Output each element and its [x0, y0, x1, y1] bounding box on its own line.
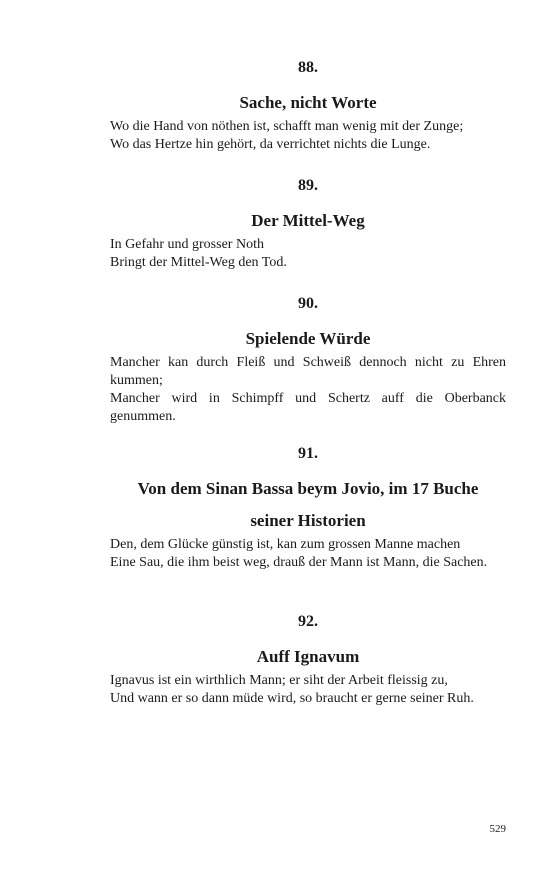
epigram-body	[110, 118, 506, 154]
verse-line: Bringt der Mittel-Weg den Tod.	[110, 255, 287, 270]
epigram-title: Der Mittel-Weg	[251, 211, 365, 230]
verse-line: Und wann er so dann müde wird, so braucht er gerne seiner Ruh.	[110, 691, 474, 706]
epigram-92	[110, 612, 506, 708]
epigram-body	[110, 354, 506, 426]
verse-line: Den, dem Glücke günstig ist, kan zum grossen Manne machen	[110, 537, 461, 552]
verse-line: Wo die Hand von nöthen ist, schafft man wenig mit der Zunge;	[110, 119, 464, 134]
verse-line: In Gefahr und grosser Noth	[110, 237, 264, 252]
epigram-title: Von dem Sinan Bassa beym Jovio, im 17 Buche	[137, 479, 479, 498]
epigram-88	[110, 58, 506, 154]
epigram-number: 91.	[298, 445, 318, 462]
epigram-90	[110, 294, 506, 426]
epigram-91	[110, 444, 506, 572]
epigram-title: Auff Ignavum	[256, 647, 360, 666]
page-number: 529	[489, 823, 506, 835]
epigram-number: 90.	[298, 295, 318, 312]
verse-line: Ignavus ist ein wirthlich Mann; er siht der Arbeit fleissig zu,	[110, 673, 448, 688]
epigram-title: Spielende Würde	[245, 329, 371, 348]
verse-line: Eine Sau, die ihm beist weg, drauß der Mann ist Mann, die Sachen.	[110, 555, 488, 570]
epigram-number: 88.	[298, 59, 318, 76]
epigram-number: 92.	[298, 613, 318, 630]
verse-line: Mancher wird in Schimpff und Schertz auff die Oberbanck genummen.	[110, 391, 506, 424]
epigram-body	[110, 672, 506, 708]
verse-line: Mancher kan durch Fleiß und Schweiß dennoch nicht zu Ehren kummen;	[110, 355, 506, 388]
epigram-title-continued: seiner Historien	[250, 511, 366, 530]
epigram-title: Sache, nicht Worte	[239, 93, 377, 112]
verse-line: Wo das Hertze hin gehört, da verrichtet nichts die Lunge.	[110, 137, 431, 152]
epigram-number: 89.	[298, 177, 318, 194]
epigram-body	[110, 536, 506, 572]
epigram-89	[110, 176, 506, 272]
epigram-body	[110, 236, 506, 272]
